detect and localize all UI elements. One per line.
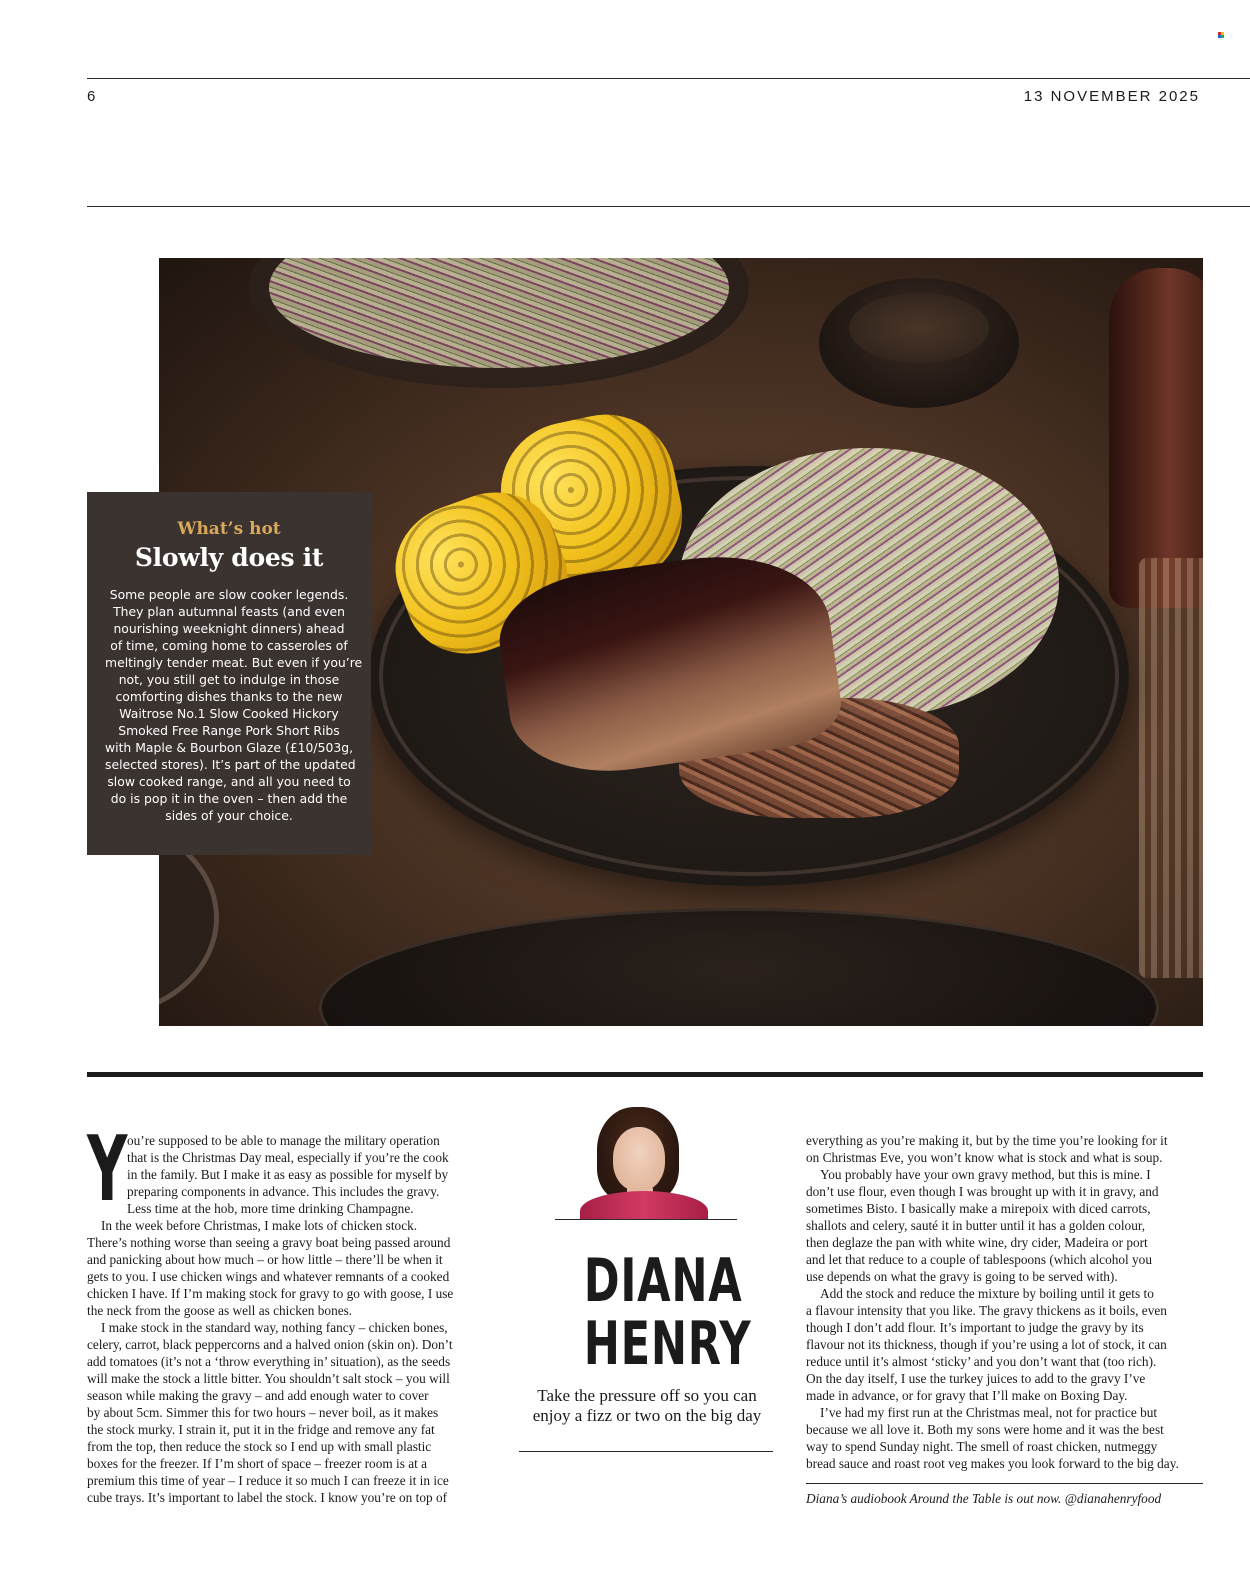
portrait-face xyxy=(613,1127,665,1191)
sidebar-title: Slowly does it xyxy=(134,543,324,572)
article-line: that is the Christmas Day meal, especially if you’re the cook xyxy=(127,1150,449,1165)
article-line: season while making the gravy – and add enough water to cover xyxy=(87,1388,429,1403)
drinking-glass xyxy=(1139,558,1203,978)
credit-rule xyxy=(806,1483,1203,1484)
sidebar-body-line: Some people are slow cooker legends. xyxy=(109,587,349,602)
article-line: because we all love it. Both my sons were home and it was the best xyxy=(806,1422,1164,1437)
sidebar-body-line: not, you still get to indulge in those xyxy=(118,672,340,687)
article-line: On the day itself, I use the turkey juices to add to the gravy I’ve xyxy=(806,1371,1146,1386)
article-line: the neck from the goose as well as chicken bones. xyxy=(87,1303,353,1318)
article-line: preparing components in advance. This includes the gravy. xyxy=(127,1184,440,1199)
article-column-left xyxy=(87,1117,483,1506)
article-line: Add the stock and reduce the mixture by boiling until it gets to xyxy=(820,1286,1154,1301)
sidebar-body-line: of time, coming home to casseroles of xyxy=(110,638,348,653)
portrait-top xyxy=(580,1191,708,1219)
drop-cap: Y xyxy=(87,1117,128,1222)
author-credit: Diana’s audiobook Around the Table is out now. @dianahenryfood xyxy=(806,1491,1162,1506)
article-line: and panicking about how much – or how little – there’ll be when it xyxy=(87,1252,443,1267)
article-line: ou’re supposed to be able to manage the military operation xyxy=(127,1133,440,1148)
issue-date: 13 NOVEMBER 2025 xyxy=(1023,88,1200,105)
article-line: In the week before Christmas, I make lots of chicken stock. xyxy=(101,1218,418,1233)
article-line: sometimes Bisto. I basically make a mirepoix with diced carrots, xyxy=(806,1201,1151,1216)
sidebar-body-line: They plan autumnal feasts (and even xyxy=(113,604,345,619)
article-line: a flavour intensity that you like. The gravy thickens as it boils, even xyxy=(806,1303,1167,1318)
article-line: made in advance, or for gravy that I’ll make on Boxing Day. xyxy=(806,1388,1128,1403)
sidebar-body-line: comforting dishes thanks to the new xyxy=(115,689,343,704)
whats-hot-box xyxy=(87,492,371,855)
article-line: I make stock in the standard way, nothing fancy – chicken bones, xyxy=(101,1320,448,1335)
author-portrait xyxy=(575,1105,710,1219)
sidebar-body-line: Smoked Free Range Pork Short Ribs xyxy=(118,723,340,738)
sidebar-body-line: nourishing weeknight dinners) ahead xyxy=(113,621,345,636)
article-line: will make the stock a little bitter. You shouldn’t salt stock – you will xyxy=(87,1371,450,1386)
standfirst: Take the pressure off so you can enjoy a fizz or two on the big day xyxy=(532,1386,762,1425)
article-line: chicken I have. If I’m making stock for gravy to go with goose, I use xyxy=(87,1286,454,1301)
pepper-grinder xyxy=(1109,268,1203,608)
article-line: though I don’t add flour. It’s important to judge the gravy by its xyxy=(806,1320,1144,1335)
article-line: and let that reduce to a couple of tablespoons (which alcohol you xyxy=(806,1252,1152,1267)
page-number: 6 xyxy=(87,88,96,105)
article-line: the stock murky. I strain it, put it in the fridge and remove any fat xyxy=(87,1422,435,1437)
sidebar-kicker: What’s hot xyxy=(177,519,281,539)
author-name xyxy=(560,1246,752,1379)
sidebar-body-line: Waitrose No.1 Slow Cooked Hickory xyxy=(119,706,339,721)
section-divider xyxy=(87,1072,1203,1077)
sidebar-body-line: with Maple & Bourbon Glaze (£10/503g, xyxy=(105,740,354,755)
author-first-name: DIANA xyxy=(583,1246,743,1316)
article-line: reduce until it’s almost ‘sticky’ and you don’t want that (too rich). xyxy=(806,1354,1157,1369)
sidebar-body-line: meltingly tender meat. But even if you’re xyxy=(105,655,363,670)
article-line: by about 5cm. Simmer this for two hours – never boil, as it makes xyxy=(87,1405,439,1420)
header-top-rule xyxy=(87,78,1250,79)
article-line: Less time at the hob, more time drinking Champagne. xyxy=(127,1201,414,1216)
sidebar-body-line: sides of your choice. xyxy=(165,808,293,823)
article-column-right xyxy=(806,1132,1206,1472)
article-line: flavour not its thickness, though if you’re using a lot of stock, it can xyxy=(806,1337,1167,1352)
article-line: cube trays. It’s important to label the stock. I know you’re on top of xyxy=(87,1490,448,1505)
article-line: everything as you’re making it, but by the time you’re looking for it xyxy=(806,1133,1168,1148)
sidebar-body-line: do is pop it in the oven – then add the xyxy=(110,791,348,806)
article-line: There’s nothing worse than seeing a gravy boat being passed around xyxy=(87,1235,451,1250)
article-line: use depends on what the gravy is going to be served with). xyxy=(806,1269,1118,1284)
article-line: add tomatoes (it’s not a ‘throw everything in’ situation), as the seeds xyxy=(87,1354,451,1369)
article-line: bread sauce and roast root veg makes you look forward to the big day. xyxy=(806,1456,1179,1471)
portrait-rule xyxy=(555,1219,737,1220)
color-registration-mark xyxy=(1218,32,1225,39)
article-line: You probably have your own gravy method, but this is mine. I xyxy=(820,1167,1151,1182)
article-line: boxes for the freezer. If I’m short of space – freezer room is at a xyxy=(87,1456,428,1471)
article-line: don’t use flour, even though I was brought up with it in gravy, and xyxy=(806,1184,1159,1199)
spice-bowl-contents xyxy=(849,293,989,363)
author-last-name: HENRY xyxy=(583,1309,752,1379)
sidebar-body-line: slow cooked range, and all you need to xyxy=(107,774,351,789)
article-line: on Christmas Eve, you won’t know what is stock and what is soup. xyxy=(806,1150,1163,1165)
article-line: from the top, then reduce the stock so I end up with small plastic xyxy=(87,1439,432,1454)
article-line: in the family. But I make it as easy as possible for myself by xyxy=(127,1167,449,1182)
article-line: celery, carrot, black peppercorns and a halved onion (skin on). Don’t xyxy=(87,1337,453,1352)
article-line: way to spend Sunday night. The smell of roast chicken, nutmeggy xyxy=(806,1439,1158,1454)
foreground-plate xyxy=(319,908,1159,1026)
header-bottom-rule xyxy=(87,206,1250,207)
article-line: I’ve had my first run at the Christmas meal, not for practice but xyxy=(820,1405,1158,1420)
article-line: gets to you. I use chicken wings and whatever remnants of a cooked xyxy=(87,1269,450,1284)
article-line: shallots and celery, sauté it in butter until it has a golden colour, xyxy=(806,1218,1146,1233)
sidebar-body-line: selected stores). It’s part of the updated xyxy=(105,757,356,772)
article-line: premium this time of year – I reduce it so much I can freeze it in ice xyxy=(87,1473,449,1488)
sidebar-body xyxy=(105,586,363,824)
article-line: then deglaze the pan with white wine, dry cider, Madeira or port xyxy=(806,1235,1148,1250)
standfirst-rule xyxy=(519,1451,773,1452)
